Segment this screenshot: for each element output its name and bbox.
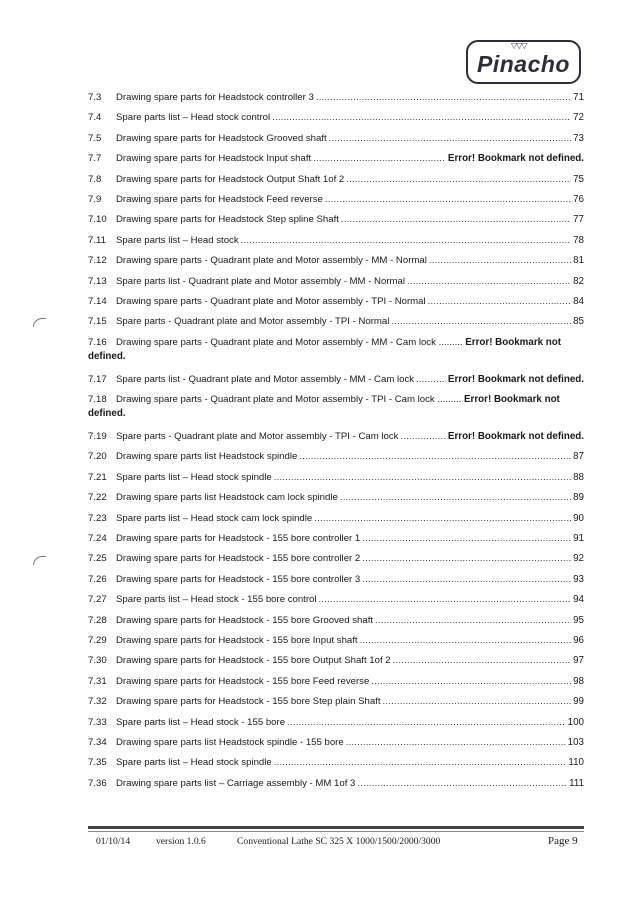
toc-entry-title: Drawing spare parts for Headstock - 155 bore controller 2: [116, 553, 361, 565]
toc-entry[interactable]: [88, 549, 584, 569]
toc-leader-dots: [360, 631, 572, 651]
toc-entry-error: Error! Bookmark not defined.: [88, 336, 562, 362]
toc-entry-page: 77: [573, 214, 584, 226]
table-of-contents: [88, 88, 584, 794]
toc-entry-number: 7.33: [88, 716, 107, 728]
toc-entry-title: Spare parts list – Head stock cam lock spindle: [116, 512, 313, 524]
toc-entry-title: Spare parts list – Head stock - 155 bore: [116, 716, 286, 728]
toc-entry-number: 7.23: [88, 512, 107, 524]
toc-entry-title: Drawing spare parts - Quadrant plate and Motor assembly - MM - Cam lock: [116, 336, 436, 348]
toc-entry-number: 7.10: [88, 214, 107, 226]
toc-entry[interactable]: [88, 292, 584, 312]
toc-leader-dots: [393, 651, 571, 671]
toc-entry[interactable]: [88, 108, 584, 128]
toc-entry[interactable]: [88, 692, 584, 712]
toc-leader-dots: [314, 509, 571, 529]
toc-entry[interactable]: [88, 272, 584, 292]
toc-entry-page: 91: [573, 533, 584, 545]
toc-leader-dots: [346, 170, 571, 190]
toc-entry[interactable]: [88, 231, 584, 251]
toc-entry[interactable]: [88, 468, 584, 488]
toc-entry-title: Drawing spare parts for Headstock Input shaft: [116, 153, 312, 165]
punch-hole-mark: [33, 318, 46, 327]
toc-entry-number: 7.8: [88, 173, 102, 185]
toc-entry-number: 7.29: [88, 634, 107, 646]
toc-entry-number: 7.3: [88, 92, 102, 103]
toc-leader-dots: [383, 692, 572, 712]
toc-entry-page: 87: [573, 451, 584, 463]
toc-entry-number: 7.5: [88, 132, 102, 144]
toc-entry-page: 97: [573, 655, 584, 667]
footer-date: 01/10/14: [96, 836, 131, 847]
toc-entry-page: 100: [567, 716, 584, 728]
toc-leader-dots: [299, 447, 571, 467]
toc-entry-title: Drawing spare parts list Headstock spindle: [116, 451, 298, 463]
toc-entry[interactable]: [88, 509, 584, 529]
toc-entry-error: Error! Bookmark not defined.: [447, 153, 584, 165]
toc-entry-title: Drawing spare parts for Headstock Output Shaft 1of 2: [116, 173, 345, 185]
toc-entry-title: Drawing spare parts for Headstock Grooved shaft: [116, 132, 327, 144]
toc-entry-number: 7.12: [88, 255, 107, 267]
toc-leader-dots: .........: [435, 336, 466, 348]
toc-entry[interactable]: [88, 370, 584, 390]
toc-entry-number: 7.19: [88, 431, 107, 443]
toc-entry-number: 7.25: [88, 553, 107, 565]
toc-entry-page: 98: [573, 675, 584, 687]
toc-leader-dots: [346, 733, 566, 753]
toc-leader-dots: [407, 272, 571, 292]
toc-entry[interactable]: [88, 427, 584, 447]
toc-entry-number: 7.20: [88, 451, 107, 463]
logo-text: Pinacho: [477, 51, 570, 77]
toc-entry-number: 7.36: [88, 777, 107, 789]
toc-entry[interactable]: [88, 312, 584, 332]
toc-entry-page: 111: [569, 777, 584, 789]
toc-leader-dots: .........: [434, 394, 465, 406]
toc-entry[interactable]: [88, 129, 584, 149]
toc-entry-page: 73: [573, 132, 584, 144]
toc-entry-number: 7.13: [88, 275, 107, 287]
toc-leader-dots: [362, 549, 571, 569]
toc-entry[interactable]: [88, 733, 584, 753]
toc-leader-dots: [241, 231, 571, 251]
toc-leader-dots: [274, 468, 571, 488]
toc-entry-number: 7.18: [88, 394, 107, 406]
toc-entry-page: 103: [567, 736, 584, 748]
toc-entry-page: 110: [568, 757, 584, 769]
toc-entry-page: 84: [573, 295, 584, 307]
toc-entry[interactable]: [88, 570, 584, 590]
toc-entry-page: 82: [573, 275, 584, 287]
toc-leader-dots: [341, 210, 571, 230]
toc-leader-dots: [319, 590, 572, 610]
toc-entry-title: Drawing spare parts for Headstock - 155 bore Output Shaft 1of 2: [116, 655, 391, 667]
toc-entry-page: 89: [573, 492, 584, 504]
toc-entry-number: 7.27: [88, 594, 107, 606]
toc-entry-number: 7.30: [88, 655, 107, 667]
footer-version: version 1.0.6: [156, 836, 206, 847]
toc-entry-page: 93: [573, 573, 584, 585]
toc-entry-number: 7.11: [88, 234, 106, 246]
toc-entry-title: Drawing spare parts - Quadrant plate and Motor assembly - TPI - Normal: [116, 295, 426, 307]
toc-entry[interactable]: [88, 488, 584, 508]
toc-entry-page: 88: [573, 471, 584, 483]
toc-entry-title: Spare parts list – Head stock - 155 bore control: [116, 594, 317, 606]
toc-entry-title: Spare parts list - Quadrant plate and Motor assembly - MM - Cam lock: [116, 373, 415, 385]
logo-mark-icon: ▽▽▽: [511, 41, 527, 50]
toc-entry-title: Spare parts - Quadrant plate and Motor assembly - TPI - Cam lock: [116, 431, 399, 443]
toc-entry-title: Drawing spare parts - Quadrant plate and Motor assembly - TPI - Cam lock: [116, 394, 435, 406]
toc-entry[interactable]: [88, 672, 584, 692]
toc-entry-title: Drawing spare parts for Headstock controller 3: [116, 92, 314, 103]
toc-leader-dots: [391, 312, 571, 332]
toc-entry-number: 7.28: [88, 614, 107, 626]
toc-entry-number: 7.4: [88, 112, 102, 124]
footer-rule: [88, 826, 584, 829]
toc-entry-page: 81: [573, 255, 584, 267]
toc-entry-page: 72: [573, 112, 584, 124]
toc-entry[interactable]: [88, 149, 584, 169]
toc-leader-dots: [428, 292, 571, 312]
toc-entry-title: Spare parts list – Head stock spindle: [116, 471, 272, 483]
toc-entry-number: 7.16: [88, 336, 107, 348]
toc-entry-number: 7.15: [88, 316, 107, 328]
footer-rule-thin: [88, 831, 584, 832]
toc-entry-title: Drawing spare parts for Headstock Feed reverse: [116, 193, 323, 205]
toc-entry-page: 71: [573, 92, 584, 103]
toc-entry-title: Drawing spare parts for Headstock - 155 bore controller 1: [116, 533, 361, 545]
toc-entry-page: 75: [573, 173, 584, 185]
toc-entry[interactable]: [88, 210, 584, 230]
toc-entry-number: 7.21: [88, 471, 107, 483]
toc-entry-number: 7.22: [88, 492, 107, 504]
toc-entry[interactable]: [88, 170, 584, 190]
toc-entry-number: 7.31: [88, 675, 107, 687]
toc-leader-dots: [362, 570, 571, 590]
toc-entry[interactable]: [88, 390, 584, 427]
toc-entry[interactable]: [88, 631, 584, 651]
toc-entry-title: Drawing spare parts for Headstock Step spline Shaft: [116, 214, 339, 226]
toc-entry-title: Drawing spare parts list – Carriage assembly - MM 1of 3: [116, 777, 356, 789]
toc-entry-title: Spare parts list – Head stock spindle: [116, 757, 272, 769]
toc-entry[interactable]: [88, 190, 584, 210]
toc-leader-dots: [400, 427, 445, 447]
toc-entry-page: 96: [573, 634, 584, 646]
toc-entry-number: 7.7: [88, 153, 102, 165]
toc-entry-title: Drawing spare parts list Headstock cam lock spindle: [116, 492, 338, 504]
toc-entry[interactable]: [88, 611, 584, 631]
toc-entry-title: Drawing spare parts for Headstock - 155 bore controller 3: [116, 573, 361, 585]
toc-leader-dots: [371, 672, 571, 692]
toc-leader-dots: [313, 149, 446, 169]
toc-entry-page: 94: [573, 594, 584, 606]
footer-product: Conventional Lathe SC 325 X 1000/1500/2000/3000: [237, 836, 441, 847]
punch-hole-mark: [33, 556, 46, 565]
toc-entry[interactable]: [88, 651, 584, 671]
toc-entry-error: Error! Bookmark not defined.: [88, 394, 560, 420]
toc-entry[interactable]: [88, 447, 584, 467]
toc-entry-title: Drawing spare parts for Headstock - 155 bore Input shaft: [116, 634, 358, 646]
toc-entry-page: 76: [573, 193, 584, 205]
toc-leader-dots: [362, 529, 571, 549]
toc-entry-title: Spare parts list – Head stock control: [116, 112, 271, 124]
toc-leader-dots: [375, 611, 571, 631]
toc-entry[interactable]: [88, 333, 584, 370]
toc-leader-dots: [325, 190, 571, 210]
toc-entry-page: 85: [573, 316, 584, 328]
toc-entry-page: 90: [573, 512, 584, 524]
toc-entry-title: Drawing spare parts for Headstock - 155 bore Feed reverse: [116, 675, 370, 687]
toc-entry-number: 7.24: [88, 533, 107, 545]
toc-leader-dots: [316, 88, 571, 108]
toc-entry-title: Spare parts - Quadrant plate and Motor assembly - TPI - Normal: [116, 316, 390, 328]
footer-page-number: Page 9: [548, 835, 578, 847]
toc-entry-number: 7.35: [88, 757, 107, 769]
toc-entry-number: 7.26: [88, 573, 107, 585]
toc-entry[interactable]: [88, 753, 584, 773]
toc-entry-number: 7.34: [88, 736, 107, 748]
toc-leader-dots: [274, 753, 567, 773]
toc-entry-number: 7.14: [88, 295, 107, 307]
toc-entry[interactable]: [88, 713, 584, 733]
toc-entry[interactable]: [88, 590, 584, 610]
toc-entry[interactable]: [88, 251, 584, 271]
toc-entry-number: 7.9: [88, 193, 102, 205]
toc-entry[interactable]: [88, 88, 584, 108]
toc-entry-number: 7.32: [88, 696, 107, 708]
toc-entry-title: Drawing spare parts - Quadrant plate and Motor assembly - MM - Normal: [116, 255, 427, 267]
pinacho-logo: [466, 40, 581, 84]
toc-entry-number: 7.17: [88, 373, 107, 385]
toc-leader-dots: [329, 129, 571, 149]
toc-entry-page: 95: [573, 614, 584, 626]
toc-entry-error: Error! Bookmark not defined.: [447, 373, 584, 385]
toc-entry-title: Drawing spare parts list Headstock spindle - 155 bore: [116, 736, 344, 748]
toc-entry-title: Spare parts list - Quadrant plate and Motor assembly - MM - Normal: [116, 275, 405, 287]
toc-entry-page: 92: [573, 553, 584, 565]
toc-entry-page: 99: [573, 696, 584, 708]
toc-leader-dots: [340, 488, 571, 508]
toc-entry-title: Spare parts list – Head stock: [116, 234, 239, 246]
toc-leader-dots: [357, 774, 567, 794]
toc-entry-page: 78: [573, 234, 584, 246]
toc-entry-error: Error! Bookmark not defined.: [447, 431, 584, 443]
toc-entry[interactable]: [88, 774, 584, 794]
toc-leader-dots: [287, 713, 566, 733]
toc-leader-dots: [416, 370, 446, 390]
toc-leader-dots: [429, 251, 571, 271]
toc-entry-title: Drawing spare parts for Headstock - 155 bore Step plain Shaft: [116, 696, 381, 708]
toc-entry-title: Drawing spare parts for Headstock - 155 bore Grooved shaft: [116, 614, 374, 626]
toc-entry[interactable]: [88, 529, 584, 549]
toc-leader-dots: [272, 108, 571, 128]
